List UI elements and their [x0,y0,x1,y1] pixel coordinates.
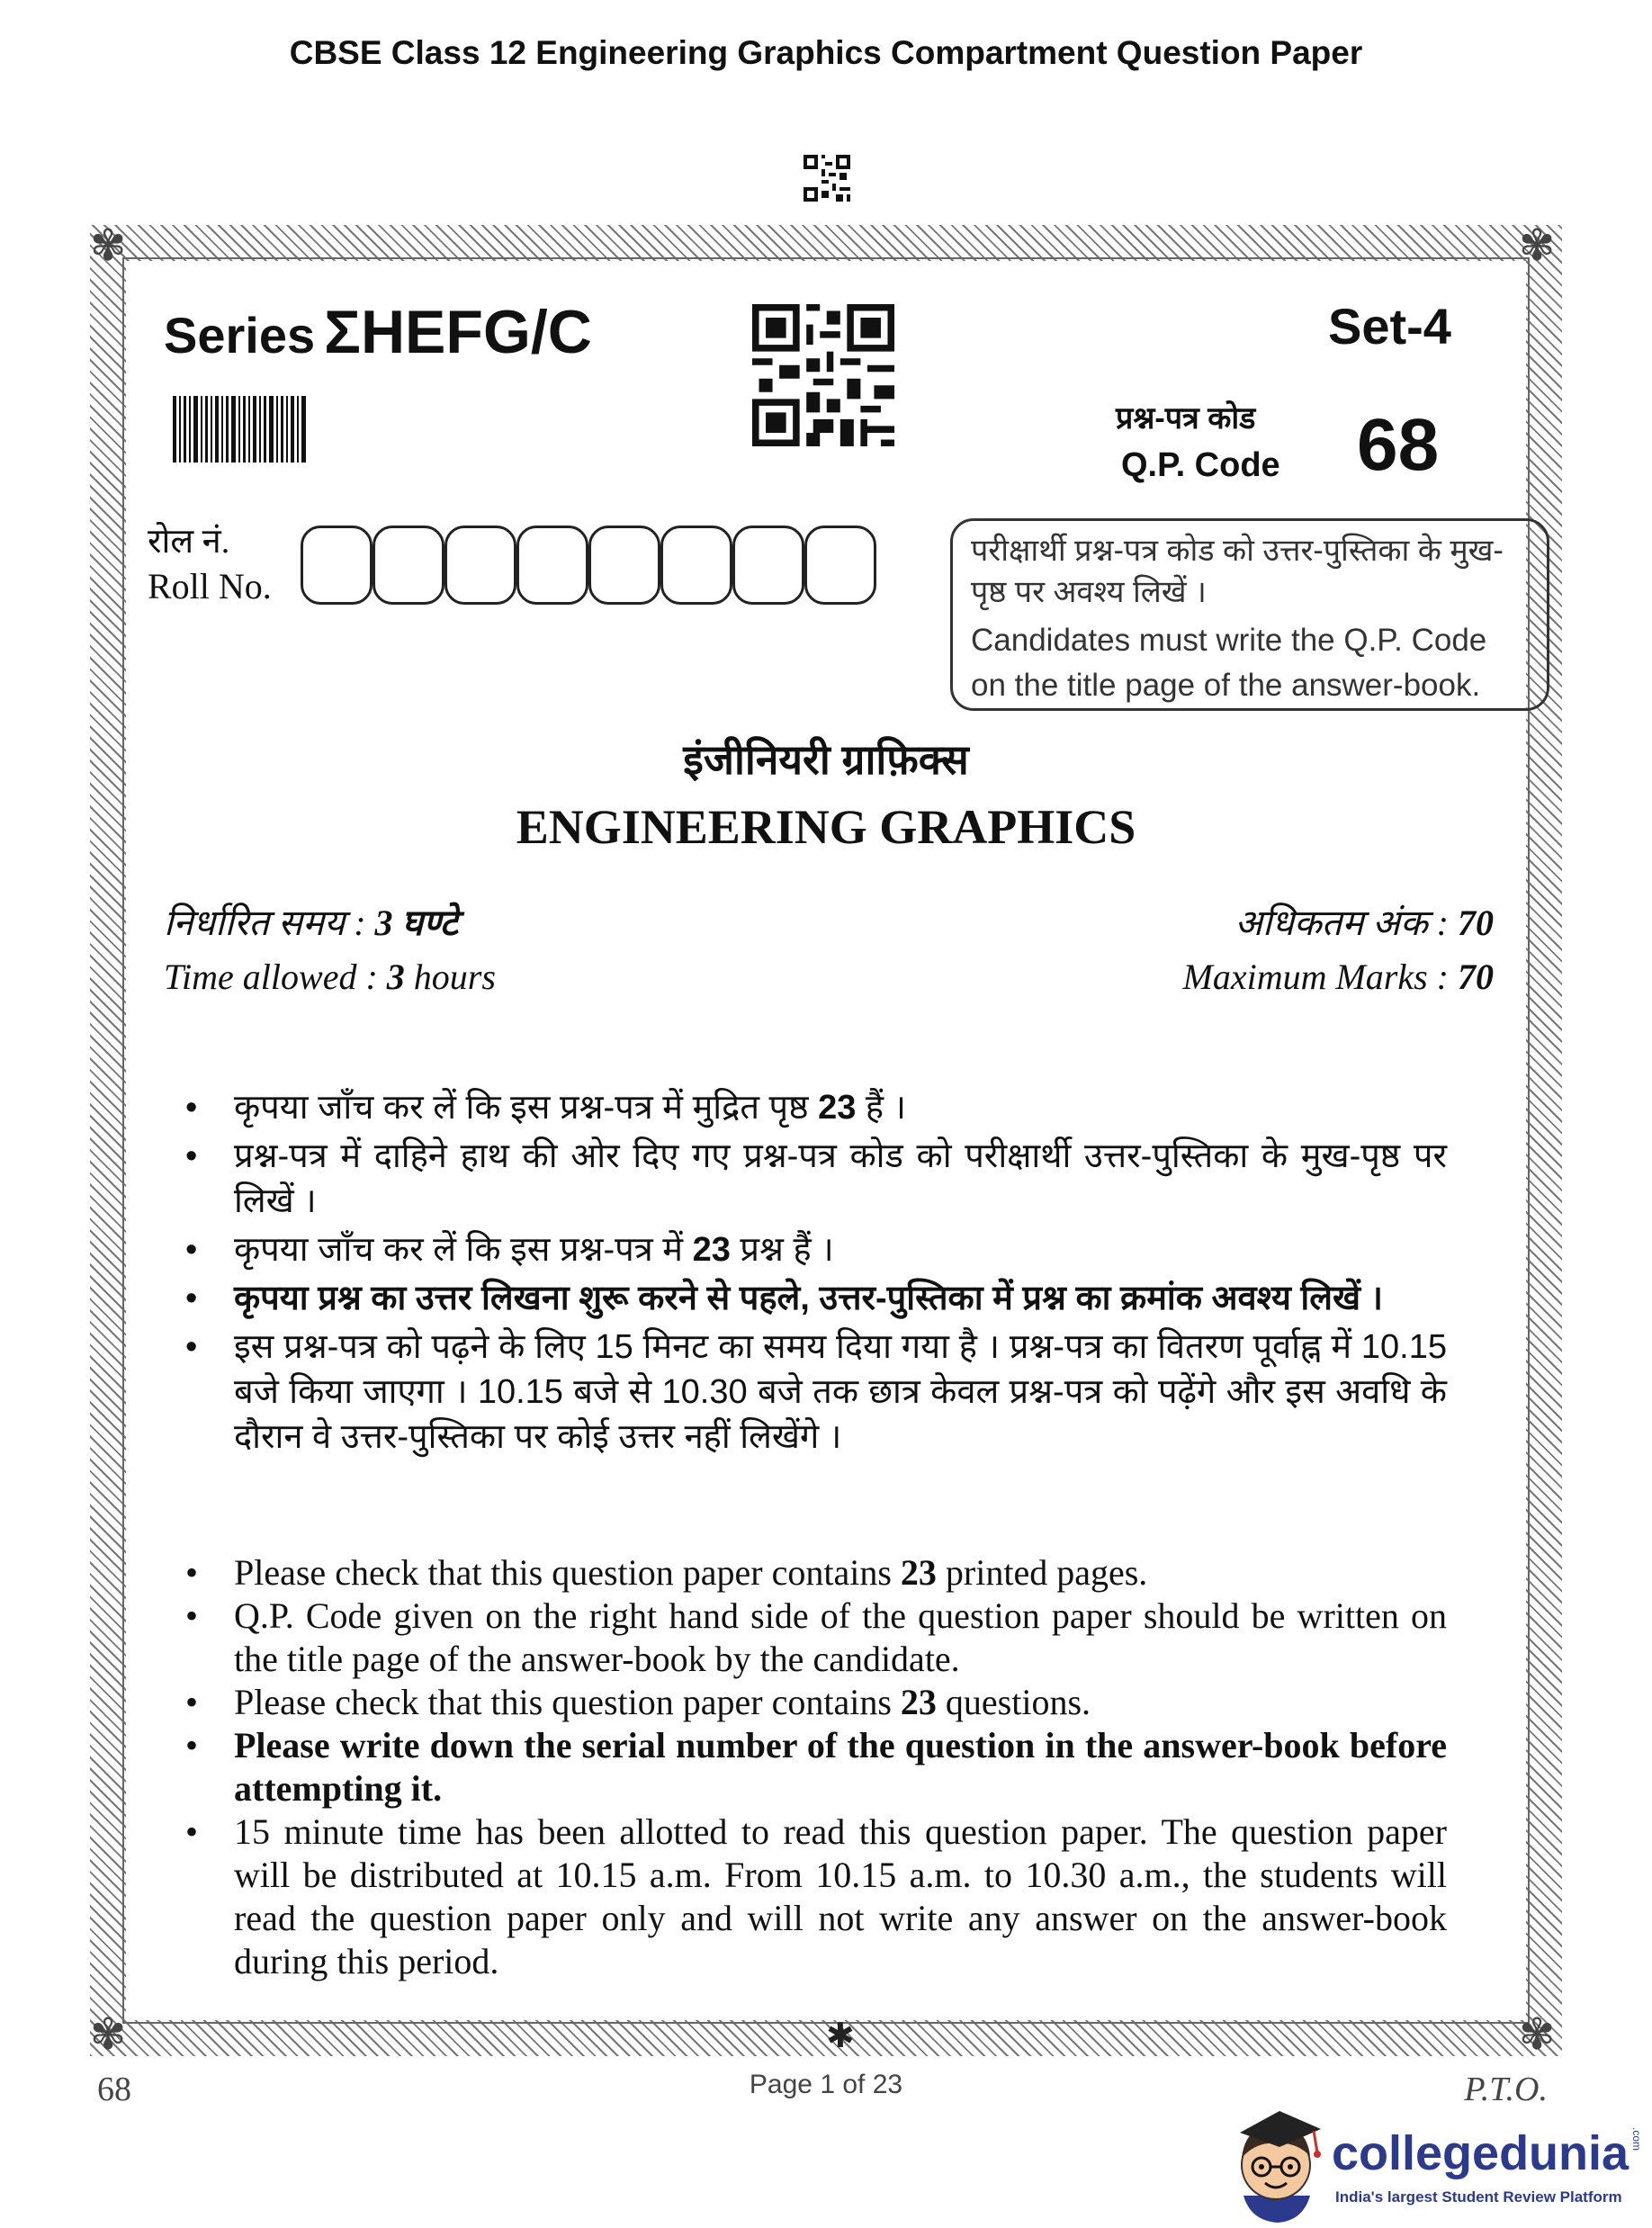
marks-label-hindi: अधिकतम अंक : [1235,903,1458,943]
document-title: CBSE Class 12 Engineering Graphics Compartment Question Paper [289,34,1363,71]
footer-qp-code: 68 [97,2071,131,2108]
set-number: Set-4 [1328,298,1451,355]
footer-page-number: Page 1 of 23 [749,2070,903,2099]
qp-code-instruction-box [950,518,1549,711]
roll-number-boxes [301,526,876,605]
instruction-item [176,1810,1447,1983]
instruction-item [176,1724,1447,1810]
roll-number-label: Roll No. [148,566,272,606]
time-label: Time allowed : [164,957,387,997]
time-value-hindi: 3 घण्टे [374,903,458,943]
corner-ornament-icon: ✾ [90,222,127,270]
roll-number-digit-box[interactable] [444,526,516,605]
roll-number-label-hindi: रोल नं. [148,523,230,561]
instruction-text: Please check that this question paper contains [234,1682,901,1722]
instruction-text: हैं । [856,1089,907,1127]
corner-ornament-icon: ✾ [90,2011,127,2059]
subject-title-hindi: इंजीनियरी ग्राफ़िक्स [683,736,969,783]
brand-tagline: India's largest Student Review Platform [1335,2188,1622,2206]
collegedunia-mascot-icon [1224,2106,1330,2224]
qr-code-icon [752,304,894,446]
small-qr-code-icon [804,155,850,202]
instruction-text: Q.P. Code given on the right hand side of the question paper should be written on the title page of the answer-book by the candidate. [234,1595,1447,1679]
roll-number-digit-box[interactable] [301,526,373,605]
instruction-text: printed pages. [936,1552,1148,1593]
asterisk-ornament-icon: ✱ [826,2017,855,2055]
instruction-item [176,1134,1447,1224]
corner-ornament-icon: ✾ [1519,2011,1556,2059]
instruction-text: प्रश्न-पत्र में दाहिने हाथ की ओर दिए गए प्रश्न-पत्र कोड को परीक्षार्थी उत्तर-पुस्तिका के मुख-पृष्ठ पर लिखें । [234,1137,1447,1220]
marks-label: Maximum Marks : [1182,957,1458,997]
instruction-text-bold: Please write down the serial number of the question in the answer-book before attempting it. [234,1725,1447,1809]
instruction-number: 23 [692,1231,731,1269]
instruction-item [176,1227,1447,1272]
series-label-text: Series [164,307,316,364]
marks-value: 70 [1458,957,1494,997]
instruction-text: प्रश्न हैं । [730,1231,834,1269]
roll-number-digit-box[interactable] [660,526,732,605]
time-allowed-hindi [164,896,458,946]
instruction-text: Please check that this question paper contains [234,1552,901,1593]
qp-code-label-hindi: प्रश्न-पत्र कोड [1116,401,1256,436]
barcode-icon [173,396,306,463]
roll-number-digit-box[interactable] [588,526,660,605]
instruction-item [176,1551,1447,1595]
instruction-number: 23 [900,1682,937,1722]
instruction-number: 23 [900,1552,937,1593]
brand-domain-suffix: .com [1630,2127,1643,2152]
qp-code-value: 68 [1357,404,1440,486]
instruction-text: कृपया जाँच कर लें कि इस प्रश्न-पत्र में मुद्रित पृष्ठ [234,1089,819,1127]
instruction-item [176,1595,1447,1681]
roll-number-digit-box[interactable] [516,526,588,605]
instruction-item [176,1085,1447,1130]
instruction-item [176,1681,1447,1724]
roll-number-digit-box[interactable] [732,526,804,605]
instruction-number: 23 [818,1089,857,1127]
roll-number-digit-box[interactable] [373,526,444,605]
instructions-list-hindi [176,1085,1447,1463]
marks-value-hindi: 70 [1458,903,1494,943]
instruction-text: इस प्रश्न-पत्र को पढ़ने के लिए 15 मिनट का समय दिया गया है । प्रश्न-पत्र का वितरण पूर्वाह्न में 10.15 बजे किया जाएगा । 10.15 बजे से 10.30 बजे तक छात्र केवल प्रश्न-पत्र को पढ़ेंगे और इस अवधि के दौरान वे उत्तर-पुस्तिका पर कोई उत्तर नहीं लिखेंगे । [234,1328,1447,1456]
instructions-list [176,1551,1447,1983]
maximum-marks [1183,956,1495,998]
instruction-item [176,1325,1447,1460]
footer-pto: P.T.O. [1464,2071,1548,2108]
instruction-text: questions. [936,1682,1091,1722]
time-allowed [164,956,496,998]
roll-number-digit-box[interactable] [804,526,876,605]
series-label [164,297,592,367]
time-label-hindi: निर्धारित समय : [164,903,375,943]
instruction-text: कृपया जाँच कर लें कि इस प्रश्न-पत्र में [234,1231,693,1269]
instruction-text: 15 minute time has been allotted to read this question paper. The question paper will be distributed at 10.15 a.m. From 10.15 a.m. to 10.30 a.m., the students will read the question paper only and will not write any answer on the answer-book during this period. [234,1811,1447,1981]
series-code: ΣHEFG/C [324,298,592,366]
instruction-box-text-hindi: परीक्षार्थी प्रश्न-पत्र कोड को उत्तर-पुस्तिका के मुख-पृष्ठ पर अवश्य लिखें । [971,534,1504,609]
time-unit: hours [404,957,496,997]
instruction-item [176,1276,1447,1321]
instruction-text-bold: कृपया प्रश्न का उत्तर लिखना शुरू करने से पहले, उत्तर-पुस्तिका में प्रश्न का क्रमांक अवश्य लिखें । [234,1280,1384,1317]
maximum-marks-hindi [1235,896,1494,946]
brand-name: collegedunia [1332,2126,1630,2180]
qp-code-label: Q.P. Code [1121,446,1280,484]
subject-title: ENGINEERING GRAPHICS [516,800,1136,854]
time-value: 3 [386,957,405,997]
instruction-box-text: Candidates must write the Q.P. Code on the title page of the answer-book. [971,623,1487,703]
corner-ornament-icon: ✾ [1519,222,1556,270]
